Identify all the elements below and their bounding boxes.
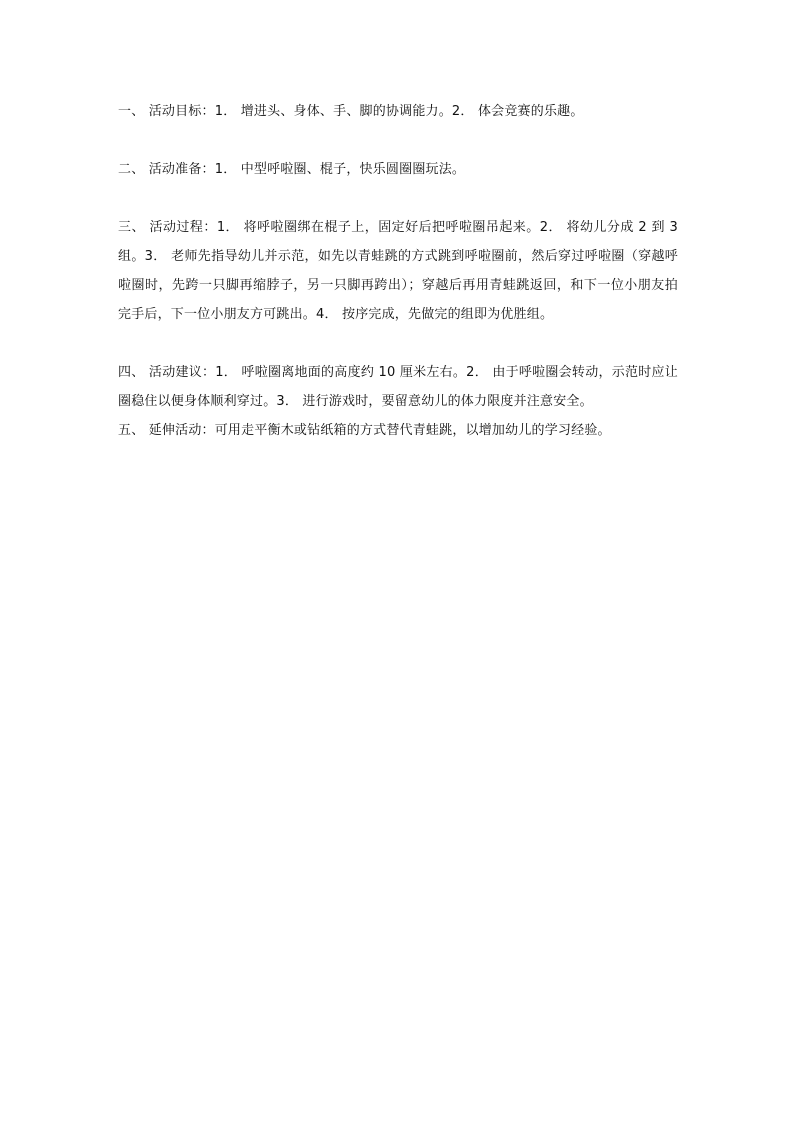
paragraph-spacer xyxy=(118,184,678,213)
document-body xyxy=(118,97,678,445)
section-preparation: 二、 活动准备：1． 中型呼啦圈、棍子，快乐圆圈圈玩法。 xyxy=(118,162,466,177)
paragraph-spacer xyxy=(118,126,678,155)
section-objectives: 一、 活动目标：1． 增进头、身体、手、脚的协调能力。2． 体会竞赛的乐趣。 xyxy=(118,104,584,119)
section-suggestions: 四、 活动建议：1． 呼啦圈离地面的高度约 10 厘米左右。2． 由于呼啦圈会转动，示范时应让圈稳住以便身体顺利穿过。3． 进行游戏时，要留意幼儿的体力限度并注意安全。 xyxy=(118,365,678,409)
section-extension: 五、 延伸活动：可用走平衡木或钻纸箱的方式替代青蛙跳，以增加幼儿的学习经验。 xyxy=(118,423,611,438)
section-process: 三、 活动过程：1． 将呼啦圈绑在棍子上，固定好后把呼啦圈吊起来。2． 将幼儿分成 2 到 3 组。3． 老师先指导幼儿并示范，如先以青蛙跳的方式跳到呼啦圈前，然后穿过呼啦圈（穿越呼啦圈时，先跨一只脚再缩脖子，另一只脚再跨出）；穿越后再用青蛙跳返回，和下一位小朋友拍完手后，下一位小朋友方可跳出。4． 按序完成，先做完的组即为优胜组。 xyxy=(118,220,678,322)
paragraph-spacer xyxy=(118,329,678,358)
